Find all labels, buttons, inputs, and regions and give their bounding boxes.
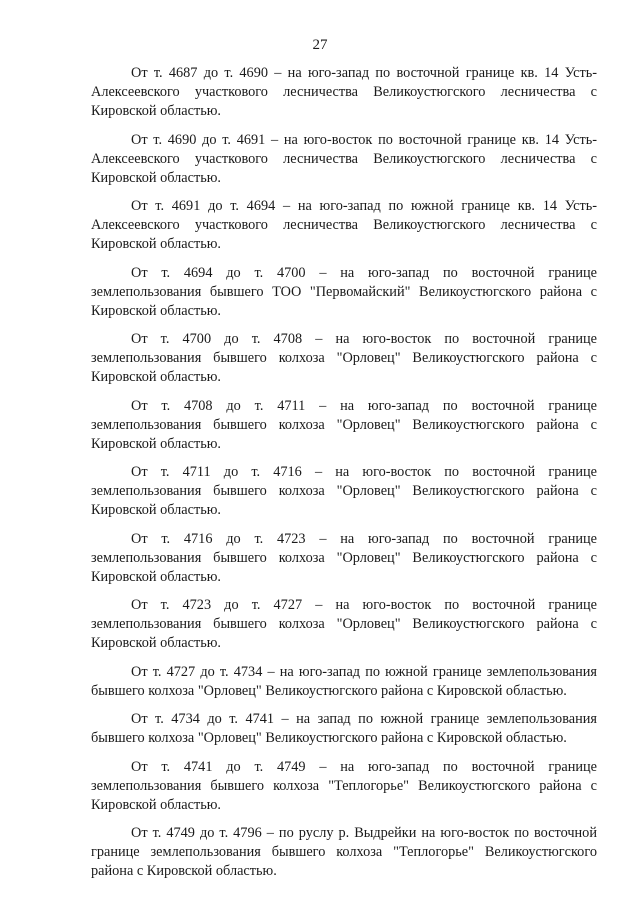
paragraph: От т. 4727 до т. 4734 – на юго-запад по южной границе землепользования бывшего колхоза "Орловец" Великоустюгского района с Кировской областью. [91, 663, 597, 699]
paragraph: От т. 4723 до т. 4727 – на юго-восток по восточной границе землепользования бывшего колхоза "Орловец" Великоустюгского района с Кировской областью. [91, 597, 597, 651]
paragraph: От т. 4711 до т. 4716 – на юго-восток по восточной границе землепользования бывшего колхоза "Орловец" Великоустюгского района с Кировской областью. [91, 464, 597, 518]
paragraph: От т. 4741 до т. 4749 – на юго-запад по восточной границе землепользования бывшего колхоза "Теплогорье" Великоустюгского района с Кировской областью. [91, 758, 597, 813]
paragraph: От т. 4687 до т. 4690 – на юго-запад по восточной границе кв. 14 Усть-Алексеевского участкового лесничества Великоустюгского лесничества с Кировской областью. [91, 65, 597, 119]
paragraph: От т. 4749 до т. 4796 – по руслу р. Выдрейки на юго-восток по восточной границе землепользования бывшего колхоза "Теплогорье" Великоустюгского района с Кировской областью. [91, 825, 597, 879]
paragraph: От т. 4694 до т. 4700 – на юго-запад по восточной границе землепользования бывшего ТОО "Первомайский" Великоустюгского района с Кировской областью. [91, 264, 597, 319]
paragraph: От т. 4690 до т. 4691 – на юго-восток по восточной границе кв. 14 Усть-Алексеевского участкового лесничества Великоустюгского лесничества с Кировской областью. [91, 131, 597, 186]
paragraph: От т. 4716 до т. 4723 – на юго-запад по восточной границе землепользования бывшего колхоза "Орловец" Великоустюгского района с Кировской областью. [91, 530, 597, 585]
paragraph: От т. 4691 до т. 4694 – на юго-запад по южной границе кв. 14 Усть-Алексеевского участкового лесничества Великоустюгского лесничества с Кировской областью. [91, 198, 597, 252]
document-body [91, 64, 597, 891]
paragraph: От т. 4734 до т. 4741 – на запад по южной границе землепользования бывшего колхоза "Орловец" Великоустюгского района с Кировской областью. [91, 711, 597, 746]
page-number: 27 [312, 37, 328, 53]
paragraph: От т. 4700 до т. 4708 – на юго-восток по восточной границе землепользования бывшего колхоза "Орловец" Великоустюгского района с Кировской областью. [91, 331, 597, 385]
paragraph: От т. 4708 до т. 4711 – на юго-запад по восточной границе землепользования бывшего колхоза "Орловец" Великоустюгского района с Кировской областью. [91, 397, 597, 452]
